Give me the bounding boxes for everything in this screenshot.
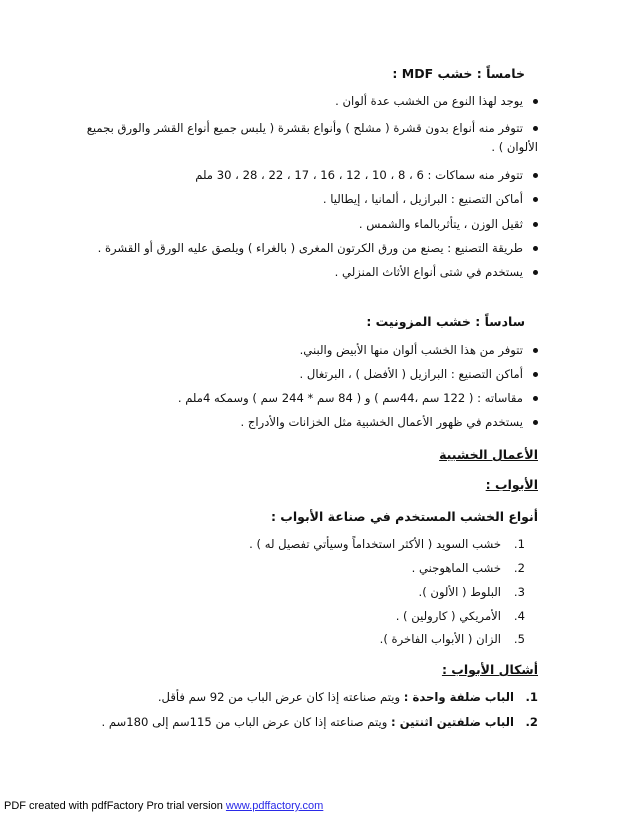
door-shapes-heading: أشكال الأبواب : xyxy=(441,662,538,677)
numbered-item: 2.خشب الماهوجني . xyxy=(411,561,525,575)
bullet-icon xyxy=(533,222,538,227)
list-item: مقاساته : ( 122 سم ،44سم ) و ( 84 سم * 244 سم ) وسمكه 4ملم . xyxy=(178,387,538,409)
footer-text: PDF created with pdfFactory Pro trial version xyxy=(4,800,226,812)
pdf-footer xyxy=(4,800,323,812)
footer-link[interactable]: www.pdffactory.com xyxy=(225,800,324,812)
numbered-item: 4.الأمريكي ( كارولين ) . xyxy=(395,609,525,623)
woodworks-title: الأعمال الخشبية xyxy=(439,447,538,462)
bullet-icon xyxy=(533,348,538,353)
bullet-icon xyxy=(533,126,538,131)
list-item: يوجد لهذا النوع من الخشب عدة ألوان . xyxy=(335,90,538,112)
bullet-icon xyxy=(533,99,538,104)
door-wood-types-heading: أنواع الخشب المستخدم في صناعة الأبواب : xyxy=(270,509,538,524)
section-heading-mdf: خامساً : خشب MDF : xyxy=(392,66,525,81)
numbered-item: 1.خشب السويد ( الأكثر استخداماً وسيأتي تفصيل له ) . xyxy=(249,537,525,551)
numbered-item: 2.الباب ضلفتين اثنتين : ويتم صناعته إذا كان عرض الباب من 115سم إلى 180سم . xyxy=(101,715,538,729)
list-item: أماكن التصنيع : البرازيل ، ألمانيا ، إيطاليا . xyxy=(323,188,538,210)
numbered-item: 1.الباب ضلفة واحدة : ويتم صناعته إذا كان عرض الباب من 92 سم فأقل. xyxy=(157,690,538,704)
numbered-item: 5.الزان ( الأبواب الفاخرة ). xyxy=(379,632,525,646)
list-item: تتوفر من هذا الخشب ألوان منها الأبيض والبني. xyxy=(300,339,538,361)
list-item: طريقة التصنيع : يصنع من ورق الكرتون المغرى ( بالغراء ) ويلصق عليه الورق أو القشرة . xyxy=(98,237,538,259)
list-item: يستخدم في شتى أنواع الأثاث المنزلي . xyxy=(335,261,538,283)
bullet-icon xyxy=(533,270,538,275)
section-heading-masonite: سادساً : خشب المزونيت : xyxy=(366,314,525,329)
doors-title: الأبواب : xyxy=(485,477,538,492)
bullet-icon xyxy=(533,173,538,178)
list-item: تتوفر منه أنواع بدون قشرة ( مشلح ) وأنواع بقشرة ( يلبس جميع أنواع القشر والورق بجميع الألوان ) . xyxy=(86,121,538,154)
list-item: يستخدم في ظهور الأعمال الخشبية مثل الخزانات والأدراج . xyxy=(241,411,538,433)
list-item: أماكن التصنيع : البرازيل ( الأفضل ) ، البرتغال . xyxy=(300,363,538,385)
bullet-icon xyxy=(533,246,538,251)
bullet-icon xyxy=(533,197,538,202)
bullet-icon xyxy=(533,420,538,425)
bullet-icon xyxy=(533,396,538,401)
list-item: تتوفر منه سماكات : 6 ، 8 ، 10 ، 12 ، 16 ، 17 ، 22 ، 28 ، 30 ملم xyxy=(195,164,538,186)
bullet-icon xyxy=(533,372,538,377)
list-item: ثقيل الوزن ، يتأثربالماء والشمس . xyxy=(359,213,538,235)
numbered-item: 3.البلوط ( الألون ). xyxy=(418,585,525,599)
